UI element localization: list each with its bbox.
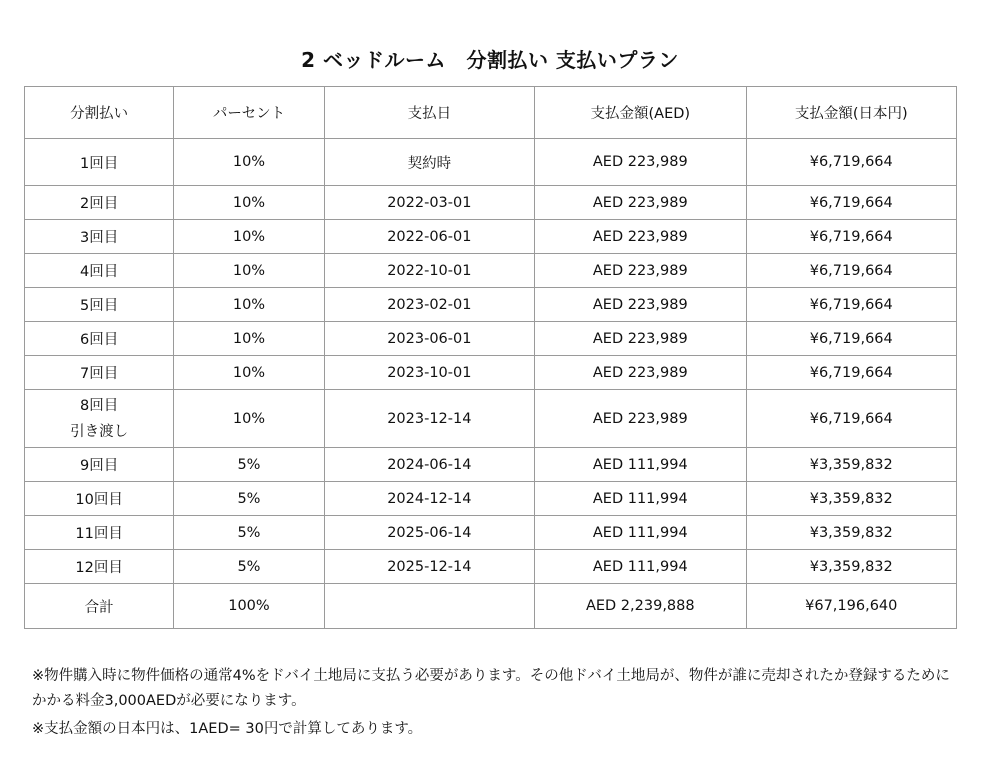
amount-aed-cell: AED 223,989 bbox=[535, 220, 746, 254]
header-payment-date: 支払日 bbox=[324, 87, 534, 139]
date-cell: 契約時 bbox=[324, 139, 534, 186]
table-row bbox=[25, 448, 957, 482]
date-cell: 2023-06-01 bbox=[324, 322, 534, 356]
percent-cell: 5% bbox=[174, 516, 324, 550]
table-row bbox=[25, 322, 957, 356]
table-row bbox=[25, 288, 957, 322]
installment-cell bbox=[25, 390, 174, 448]
amount-jpy-cell: ¥6,719,664 bbox=[746, 322, 956, 356]
amount-jpy-cell: ¥3,359,832 bbox=[746, 550, 956, 584]
date-cell: 2024-12-14 bbox=[324, 482, 534, 516]
installment-cell: 3回目 bbox=[25, 220, 174, 254]
installment-cell: 1回目 bbox=[25, 139, 174, 186]
installment-cell: 5回目 bbox=[25, 288, 174, 322]
total-amount-jpy-cell: ¥67,196,640 bbox=[746, 584, 956, 629]
percent-cell: 10% bbox=[174, 288, 324, 322]
header-amount-jpy: 支払金額(日本円) bbox=[746, 87, 956, 139]
amount-jpy-cell: ¥3,359,832 bbox=[746, 448, 956, 482]
total-date-cell bbox=[324, 584, 534, 629]
installment-cell: 6回目 bbox=[25, 322, 174, 356]
installment-cell: 12回目 bbox=[25, 550, 174, 584]
percent-cell: 5% bbox=[174, 448, 324, 482]
date-cell: 2025-06-14 bbox=[324, 516, 534, 550]
installment-label: 8回目 bbox=[80, 397, 119, 414]
date-cell: 2023-12-14 bbox=[324, 390, 534, 448]
installment-cell: 7回目 bbox=[25, 356, 174, 390]
amount-jpy-cell: ¥6,719,664 bbox=[746, 186, 956, 220]
amount-jpy-cell: ¥6,719,664 bbox=[746, 139, 956, 186]
amount-jpy-cell: ¥6,719,664 bbox=[746, 390, 956, 448]
amount-jpy-cell: ¥6,719,664 bbox=[746, 254, 956, 288]
installment-cell: 2回目 bbox=[25, 186, 174, 220]
date-cell: 2023-02-01 bbox=[324, 288, 534, 322]
payment-plan-table bbox=[24, 86, 957, 629]
installment-cell: 10回目 bbox=[25, 482, 174, 516]
total-percent-cell: 100% bbox=[174, 584, 324, 629]
percent-cell: 10% bbox=[174, 356, 324, 390]
total-label-cell: 合計 bbox=[25, 584, 174, 629]
amount-aed-cell: AED 223,989 bbox=[535, 254, 746, 288]
total-amount-aed-cell: AED 2,239,888 bbox=[535, 584, 746, 629]
header-percent: パーセント bbox=[174, 87, 324, 139]
installment-cell: 11回目 bbox=[25, 516, 174, 550]
amount-aed-cell: AED 111,994 bbox=[535, 550, 746, 584]
date-cell: 2022-03-01 bbox=[324, 186, 534, 220]
header-installment: 分割払い bbox=[25, 87, 174, 139]
table-header-row bbox=[25, 87, 957, 139]
percent-cell: 10% bbox=[174, 322, 324, 356]
footnotes bbox=[32, 664, 952, 745]
amount-aed-cell: AED 111,994 bbox=[535, 482, 746, 516]
amount-aed-cell: AED 111,994 bbox=[535, 516, 746, 550]
percent-cell: 10% bbox=[174, 139, 324, 186]
table-row bbox=[25, 139, 957, 186]
date-cell: 2022-06-01 bbox=[324, 220, 534, 254]
amount-jpy-cell: ¥3,359,832 bbox=[746, 482, 956, 516]
percent-cell: 5% bbox=[174, 482, 324, 516]
footnote-registration-fee: ※物件購入時に物件価格の通常4%をドバイ土地局に支払う必要があります。その他ドバイ土地局が、物件が誰に売却されたか登録するためにかかる料金3,000AEDが必要になります。 bbox=[32, 668, 950, 709]
amount-aed-cell: AED 223,989 bbox=[535, 390, 746, 448]
amount-aed-cell: AED 223,989 bbox=[535, 356, 746, 390]
date-cell: 2024-06-14 bbox=[324, 448, 534, 482]
percent-cell: 10% bbox=[174, 186, 324, 220]
footnote-exchange-rate: ※支払金額の日本円は、1AED= 30円で計算してあります。 bbox=[32, 721, 423, 737]
amount-aed-cell: AED 223,989 bbox=[535, 186, 746, 220]
percent-cell: 10% bbox=[174, 390, 324, 448]
percent-cell: 10% bbox=[174, 254, 324, 288]
amount-jpy-cell: ¥3,359,832 bbox=[746, 516, 956, 550]
date-cell: 2023-10-01 bbox=[324, 356, 534, 390]
percent-cell: 10% bbox=[174, 220, 324, 254]
amount-jpy-cell: ¥6,719,664 bbox=[746, 220, 956, 254]
amount-aed-cell: AED 111,994 bbox=[535, 448, 746, 482]
table-row bbox=[25, 390, 957, 448]
date-cell: 2022-10-01 bbox=[324, 254, 534, 288]
date-cell: 2025-12-14 bbox=[324, 550, 534, 584]
amount-jpy-cell: ¥6,719,664 bbox=[746, 288, 956, 322]
table-row bbox=[25, 550, 957, 584]
header-amount-aed: 支払金額(AED) bbox=[535, 87, 746, 139]
amount-aed-cell: AED 223,989 bbox=[535, 322, 746, 356]
handover-label: 引き渡し bbox=[70, 423, 129, 440]
amount-aed-cell: AED 223,989 bbox=[535, 139, 746, 186]
amount-aed-cell: AED 223,989 bbox=[535, 288, 746, 322]
table-row bbox=[25, 482, 957, 516]
installment-cell: 9回目 bbox=[25, 448, 174, 482]
table-row bbox=[25, 254, 957, 288]
percent-cell: 5% bbox=[174, 550, 324, 584]
table-row bbox=[25, 220, 957, 254]
table-row bbox=[25, 516, 957, 550]
total-row bbox=[25, 584, 957, 629]
table-row bbox=[25, 356, 957, 390]
table-row bbox=[25, 186, 957, 220]
amount-jpy-cell: ¥6,719,664 bbox=[746, 356, 956, 390]
installment-cell: 4回目 bbox=[25, 254, 174, 288]
page-title: 2 ベッドルーム 分割払い 支払いプラン bbox=[301, 48, 679, 72]
